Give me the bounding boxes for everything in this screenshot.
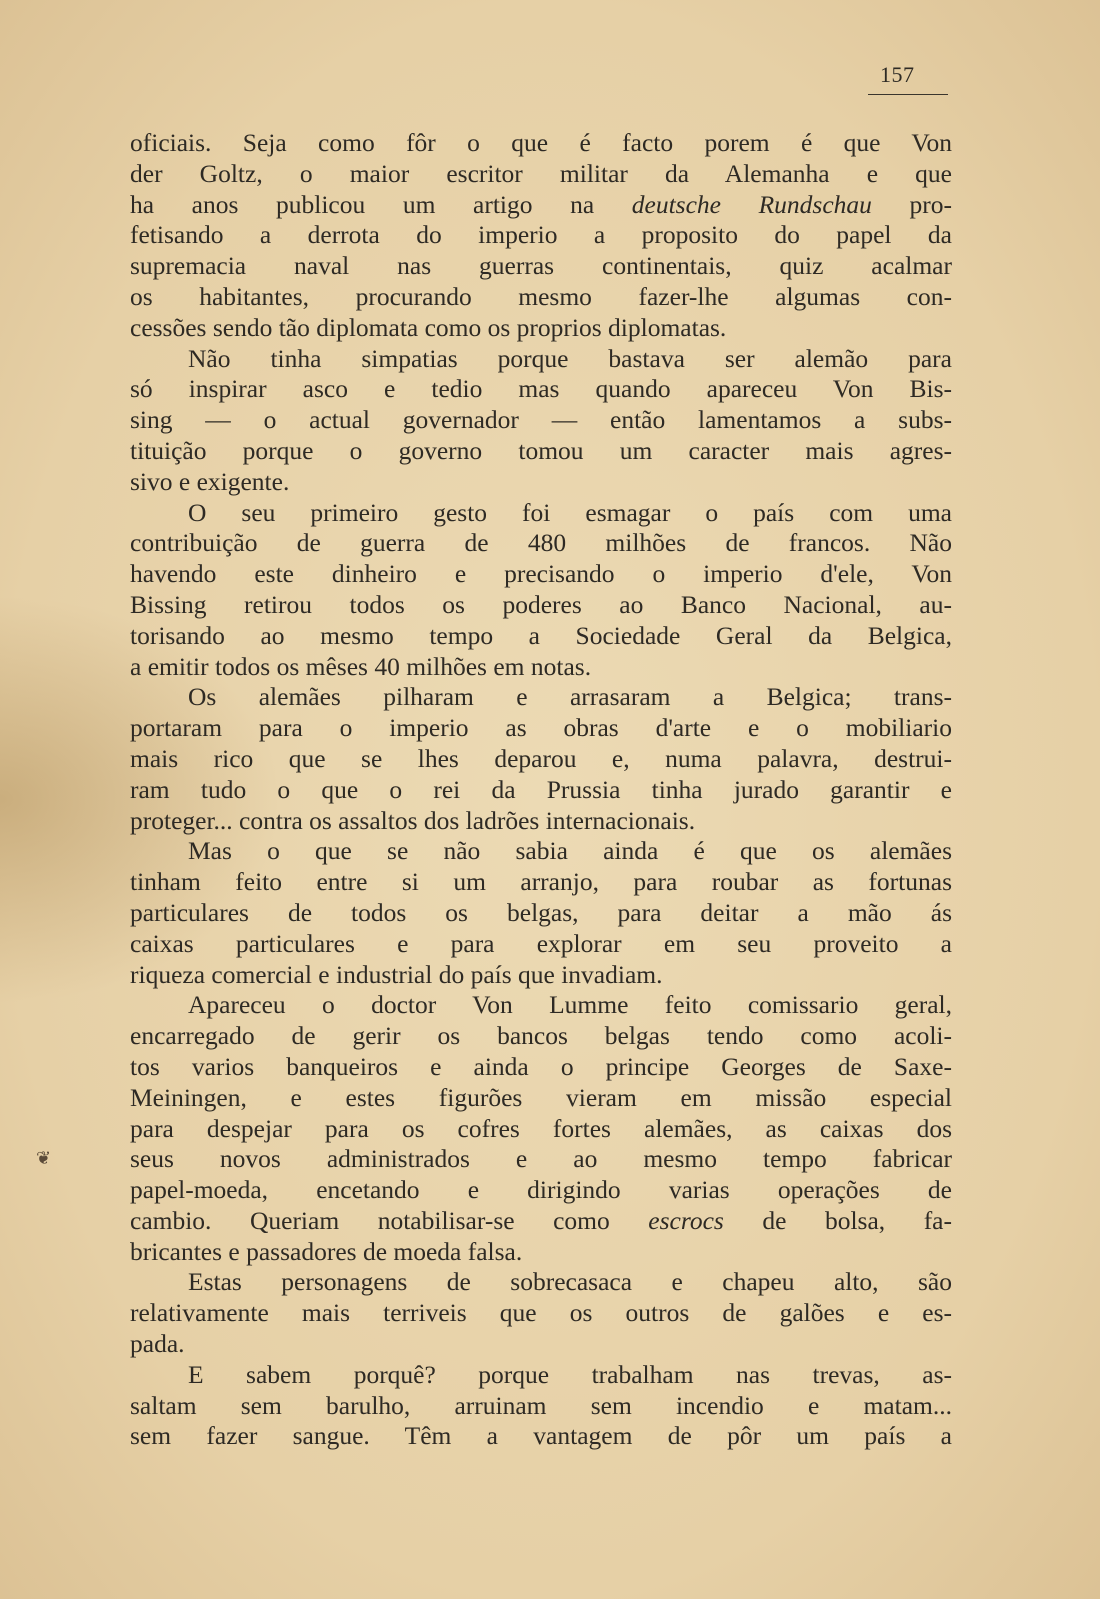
text-line [130, 559, 952, 590]
text-line [130, 344, 952, 375]
text-line [130, 1114, 952, 1145]
text-segment: a emitir todos os mêses 40 milhões em notas. [130, 651, 592, 681]
text-segment: riqueza comercial e industrial do país que invadiam. [130, 959, 663, 989]
text-segment: caixas particulares e para explorar em seu proveito a [130, 928, 952, 958]
text-line [130, 1298, 952, 1329]
text-segment: portaram para o imperio as obras d'arte e o mobiliario [130, 713, 952, 743]
text-line [130, 405, 952, 436]
text-segment: sing — o actual governador — então lamentamos a subs- [130, 405, 952, 435]
text-segment: cambio. Queriam notabilisar-se como [130, 1205, 649, 1235]
text-segment: mais rico que se lhes deparou e, numa palavra, destrui- [130, 743, 952, 773]
text-line [130, 898, 952, 929]
text-line [130, 1360, 952, 1391]
text-line [130, 867, 952, 898]
text-segment: Não tinha simpatias porque bastava ser alemão para [188, 343, 952, 373]
text-segment: encarregado de gerir os bancos belgas tendo como acoli- [130, 1021, 952, 1051]
text-line [130, 775, 952, 806]
text-segment: der Goltz, o maior escritor militar da Alemanha e que [130, 158, 952, 188]
italic-text: escrocs [648, 1205, 724, 1235]
text-line [130, 652, 952, 683]
page-number-rule [868, 94, 948, 95]
text-segment: Meiningen, e estes figurões vieram em missão especial [130, 1082, 952, 1112]
text-line [130, 1206, 952, 1237]
text-line [130, 806, 952, 837]
text-line [130, 313, 952, 344]
text-line [130, 374, 952, 405]
page-number: 157 [880, 62, 915, 87]
text-line [130, 1083, 952, 1114]
text-line [130, 1237, 952, 1268]
text-line [130, 128, 952, 159]
text-line [130, 251, 952, 282]
text-line [130, 744, 952, 775]
text-line [130, 498, 952, 529]
text-segment: supremacia naval nas guerras continentais, quiz acalmar [130, 251, 952, 281]
text-segment: Estas personagens de sobrecasaca e chapeu alto, são [188, 1267, 952, 1297]
text-line [130, 1144, 952, 1175]
text-line [130, 990, 952, 1021]
text-segment: os habitantes, procurando mesmo fazer-lhe algumas con- [130, 281, 952, 311]
text-segment: bricantes e passadores de moeda falsa. [130, 1236, 523, 1266]
text-line [130, 1267, 952, 1298]
text-segment: só inspirar asco e tedio mas quando apareceu Von Bis- [130, 374, 952, 404]
text-segment: seus novos administrados e ao mesmo tempo fabricar [130, 1144, 952, 1174]
text-line [130, 929, 952, 960]
text-segment: saltam sem barulho, arruinam sem incendio e matam... [130, 1390, 952, 1420]
text-segment: relativamente mais terriveis que os outros de galões e es- [130, 1298, 952, 1328]
text-segment: cessões sendo tão diplomata como os proprios diplomatas. [130, 312, 727, 342]
body-text [130, 128, 952, 1452]
text-line [130, 282, 952, 313]
text-line [130, 190, 952, 221]
text-segment: havendo este dinheiro e precisando o imperio d'ele, Von [130, 559, 952, 589]
text-line [130, 436, 952, 467]
text-line [130, 1052, 952, 1083]
italic-text: deutsche Rundschau [631, 189, 872, 219]
text-segment: pada. [130, 1329, 185, 1359]
text-segment: ram tudo o que o rei da Prussia tinha jurado garantir e [130, 774, 952, 804]
text-line [130, 528, 952, 559]
text-segment: sivo e exigente. [130, 466, 290, 496]
text-segment: torisando ao mesmo tempo a Sociedade Geral da Belgica, [130, 620, 952, 650]
text-segment: Bissing retirou todos os poderes ao Banco Nacional, au- [130, 589, 952, 619]
text-segment: Apareceu o doctor Von Lumme feito comissario geral, [188, 990, 952, 1020]
text-line [130, 159, 952, 190]
text-segment: tos varios banqueiros e ainda o principe Georges de Saxe- [130, 1051, 952, 1081]
text-segment: para despejar para os cofres fortes alemães, as caixas dos [130, 1113, 952, 1143]
text-line [130, 713, 952, 744]
text-segment: ha anos publicou um artigo na [130, 189, 632, 219]
text-line [130, 220, 952, 251]
text-segment: de bolsa, fa- [723, 1205, 952, 1235]
text-segment: contribuição de guerra de 480 milhões de francos. Não [130, 528, 952, 558]
text-segment: fetisando a derrota do imperio a proposito do papel da [130, 220, 952, 250]
text-line [130, 836, 952, 867]
text-segment: Os alemães pilharam e arrasaram a Belgica; trans- [188, 682, 952, 712]
text-segment: papel-moeda, encetando e dirigindo varias operações de [130, 1175, 952, 1205]
text-segment: oficiais. Seja como fôr o que é facto porem é que Von [130, 128, 952, 157]
text-segment: E sabem porquê? porque trabalham nas trevas, as- [188, 1359, 952, 1389]
text-segment: pro- [871, 189, 953, 219]
text-line [130, 621, 952, 652]
text-line [130, 1329, 952, 1360]
text-line [130, 960, 952, 991]
text-segment: Mas o que se não sabia ainda é que os alemães [188, 836, 952, 866]
text-segment: tituição porque o governo tomou um caracter mais agres- [130, 435, 952, 465]
text-segment: O seu primeiro gesto foi esmagar o país com uma [188, 497, 952, 527]
text-line [130, 467, 952, 498]
margin-fleuron-icon: ❦ [36, 1148, 52, 1168]
text-segment: sem fazer sangue. Têm a vantagem de pôr um país a [130, 1421, 952, 1451]
text-line [130, 1021, 952, 1052]
text-segment: tinham feito entre si um arranjo, para roubar as fortunas [130, 867, 952, 897]
text-segment: particulares de todos os belgas, para deitar a mão ás [130, 897, 952, 927]
text-line [130, 590, 952, 621]
text-line [130, 682, 952, 713]
text-segment: proteger... contra os assaltos dos ladrões internacionais. [130, 805, 696, 835]
text-line [130, 1421, 952, 1452]
text-line [130, 1175, 952, 1206]
text-line [130, 1391, 952, 1422]
